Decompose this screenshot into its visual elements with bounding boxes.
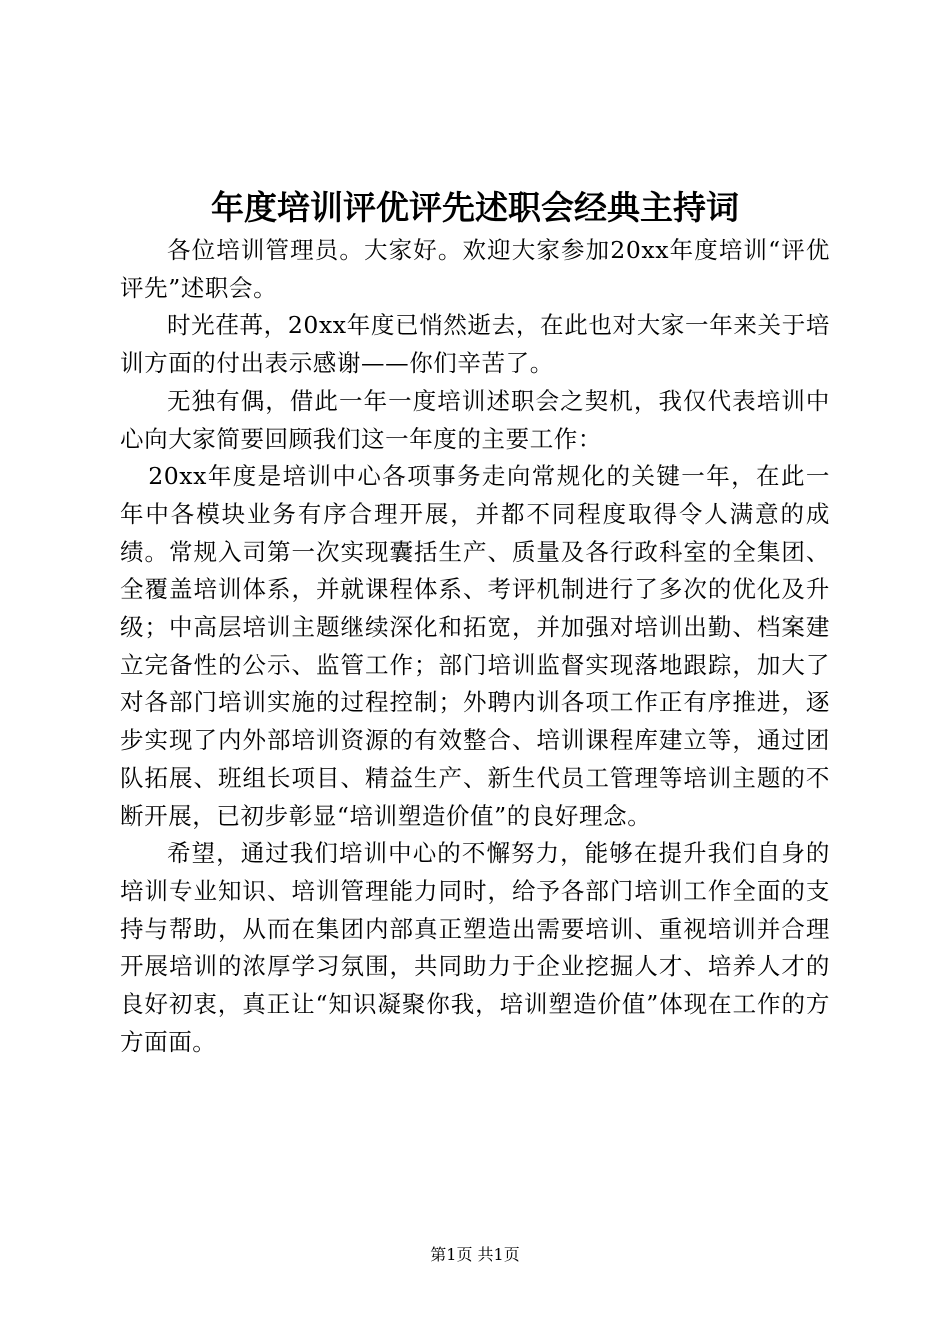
document-title: 年度培训评优评先述职会经典主持词 [211,188,739,227]
paragraph-review-intro: 无独有偶，借此一年一度培训述职会之契机，我仅代表培训中心向大家简要回顾我们这一年度的主要工作： [120,386,830,453]
document-body [120,232,830,1061]
paragraph-greeting: 各位培训管理员。大家好。欢迎大家参加20xx年度培训“评优评先”述职会。 [120,236,830,302]
page-footer: 第1页 共1页 [430,1245,520,1264]
paragraph-thanks: 时光荏苒，20xx年度已悄然逝去，在此也对大家一年来关于培训方面的付出表示感谢——你们辛苦了。 [120,311,830,378]
paragraph-annual-work: 20xx年度是培训中心各项事务走向常规化的关键一年，在此一年中各模块业务有序合理开展，并都不同程度取得令人满意的成绩。常规入司第一次实现囊括生产、质量及各行政科室的全集团、全覆盖培训体系，并就课程体系、考评机制进行了多次的优化及升级；中高层培训主题继续深化和拓宽，并加强对培训出勤、档案建立完备性的公示、监管工作；部门培训监督实现落地跟踪，加大了对各部门培训实施的过程控制；外聘内训各项工作正有序推进，逐步实现了内外部培训资源的有效整合、培训课程库建立等，通过团队拓展、班组长项目、精益生产、新生代员工管理等培训主题的不断开展，已初步彰显“培训塑造价值”的良好理念。 [120,462,830,830]
paragraph-hope: 希望，通过我们培训中心的不懈努力，能够在提升我们自身的培训专业知识、培训管理能力同时，给予各部门培训工作全面的支持与帮助，从而在集团内部真正塑造出需要培训、重视培训并合理开展培训的浓厚学习氛围，共同助力于企业挖掘人才、培养人才的良好初衷，真正让“知识凝聚你我，培训塑造价值”体现在工作的方方面面。 [120,839,830,1056]
